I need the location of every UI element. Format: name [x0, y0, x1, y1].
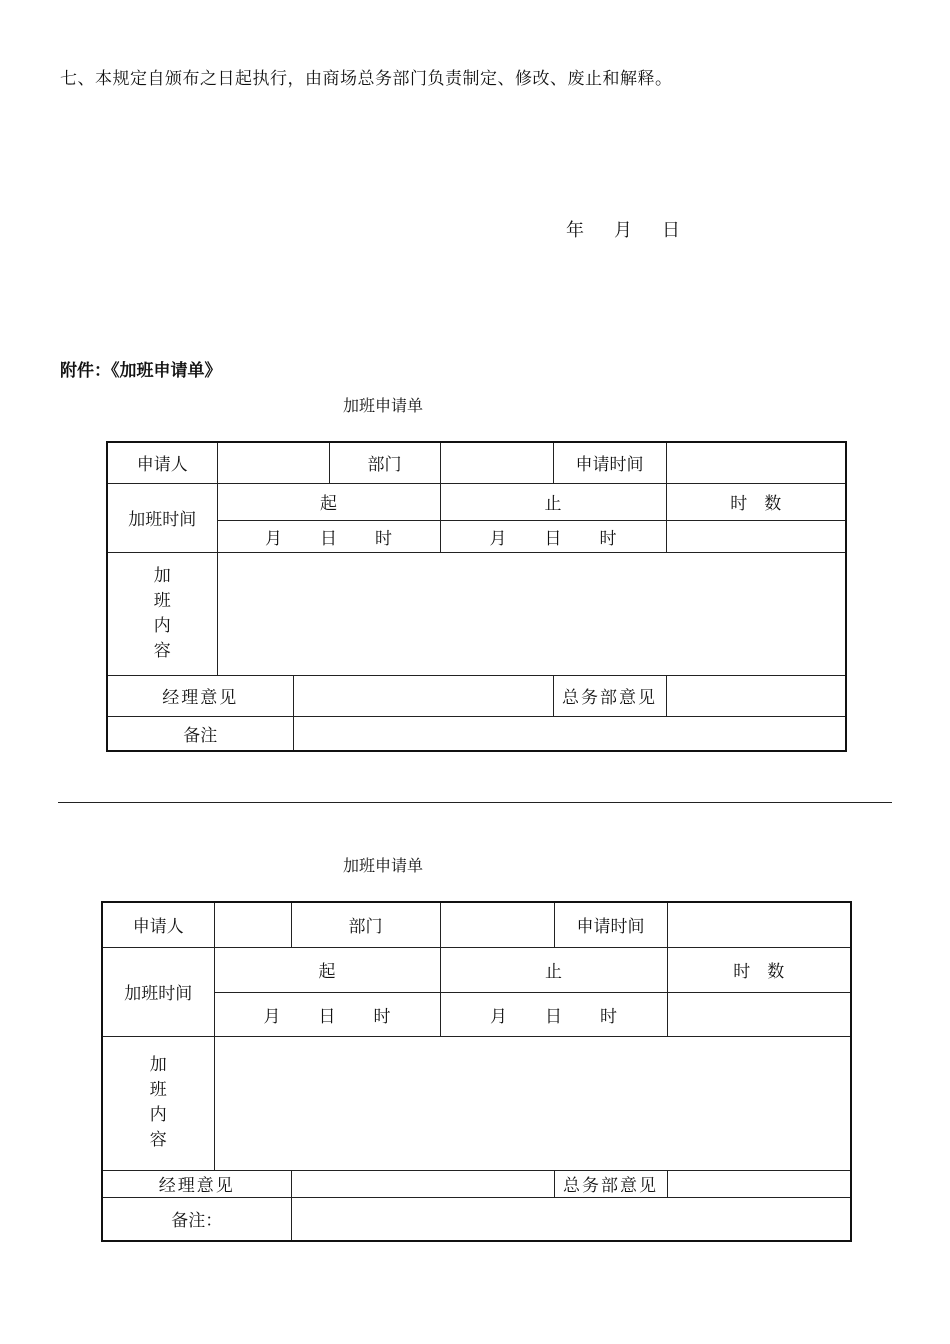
- manager-opinion-field[interactable]: [291, 1170, 554, 1197]
- start-day-label: 日: [320, 528, 337, 549]
- hours-label: 时 数: [667, 947, 851, 992]
- ot-content-char-3: 内: [153, 615, 171, 636]
- start-hour-label: 时: [375, 528, 392, 549]
- start-label: 起: [214, 947, 440, 992]
- general-affairs-opinion-label: 总务部意见: [554, 1170, 667, 1197]
- end-datetime-field[interactable]: [440, 520, 666, 552]
- date-day: 日: [662, 220, 680, 241]
- department-label: 部门: [291, 902, 440, 947]
- ot-content-char-2: 班: [153, 590, 171, 611]
- general-affairs-opinion-field[interactable]: [666, 675, 846, 716]
- manager-opinion-label: 经理意见: [102, 1170, 291, 1197]
- ot-content-char-1: 加: [153, 565, 171, 586]
- applicant-label: 申请人: [102, 902, 214, 947]
- apply-time-field[interactable]: [667, 902, 851, 947]
- hours-field[interactable]: [667, 992, 851, 1036]
- ot-content-label: [102, 1036, 214, 1170]
- start-label: 起: [217, 483, 440, 520]
- form2-title: 加班申请单: [343, 856, 424, 875]
- manager-opinion-field[interactable]: [293, 675, 553, 716]
- general-affairs-opinion-field[interactable]: [667, 1170, 851, 1197]
- remarks-field[interactable]: [293, 716, 846, 751]
- ot-time-label: 加班时间: [102, 947, 214, 1036]
- apply-time-label: 申请时间: [554, 902, 667, 947]
- ot-content-char-1: 加: [149, 1055, 167, 1075]
- apply-time-field[interactable]: [666, 442, 846, 483]
- ot-time-label: 加班时间: [107, 483, 217, 552]
- applicant-field[interactable]: [217, 442, 329, 483]
- ot-content-field[interactable]: [217, 552, 846, 675]
- end-day-label: 日: [545, 1006, 562, 1027]
- date-month: 月: [614, 220, 632, 241]
- ot-content-label: [107, 552, 217, 675]
- start-month-label: 月: [263, 1006, 281, 1027]
- end-month-label: 月: [489, 528, 507, 549]
- department-field[interactable]: [440, 442, 553, 483]
- end-datetime-field[interactable]: [440, 992, 667, 1036]
- overtime-form-1: [106, 441, 847, 752]
- ot-content-char-2: 班: [149, 1080, 167, 1100]
- apply-time-label: 申请时间: [553, 442, 666, 483]
- date-year: 年: [566, 220, 584, 241]
- overtime-form-2: [101, 901, 852, 1242]
- ot-content-char-4: 容: [149, 1130, 167, 1150]
- attachment-label: 附件：《加班申请单》: [60, 361, 222, 381]
- remarks-field[interactable]: [291, 1197, 851, 1241]
- ot-content-char-3: 内: [149, 1105, 167, 1125]
- hours-label: 时 数: [666, 483, 846, 520]
- start-datetime-field[interactable]: [214, 992, 440, 1036]
- department-field[interactable]: [440, 902, 554, 947]
- hours-field[interactable]: [666, 520, 846, 552]
- remarks-label: 备注: [107, 716, 293, 751]
- divider-line: [58, 802, 892, 803]
- end-hour-label: 时: [599, 528, 617, 549]
- end-label: 止: [440, 947, 667, 992]
- start-month-label: 月: [265, 528, 282, 549]
- end-label: 止: [440, 483, 666, 520]
- general-affairs-opinion-label: 总务部意见: [553, 675, 666, 716]
- applicant-field[interactable]: [214, 902, 291, 947]
- department-label: 部门: [329, 442, 440, 483]
- regulation-clause-7: 七、本规定自颁布之日起执行，由商场总务部门负责制定、修改、废止和解释。: [60, 69, 673, 89]
- start-day-label: 日: [318, 1006, 336, 1027]
- end-hour-label: 时: [600, 1006, 617, 1027]
- manager-opinion-label: 经理意见: [107, 675, 293, 716]
- form1-title: 加班申请单: [343, 396, 424, 415]
- applicant-label: 申请人: [107, 442, 217, 483]
- start-hour-label: 时: [373, 1006, 391, 1027]
- remarks-label: 备注：: [102, 1197, 291, 1241]
- end-day-label: 日: [544, 528, 562, 549]
- start-datetime-field[interactable]: [217, 520, 440, 552]
- ot-content-field[interactable]: [214, 1036, 851, 1170]
- ot-content-char-4: 容: [153, 640, 171, 661]
- end-month-label: 月: [490, 1006, 507, 1027]
